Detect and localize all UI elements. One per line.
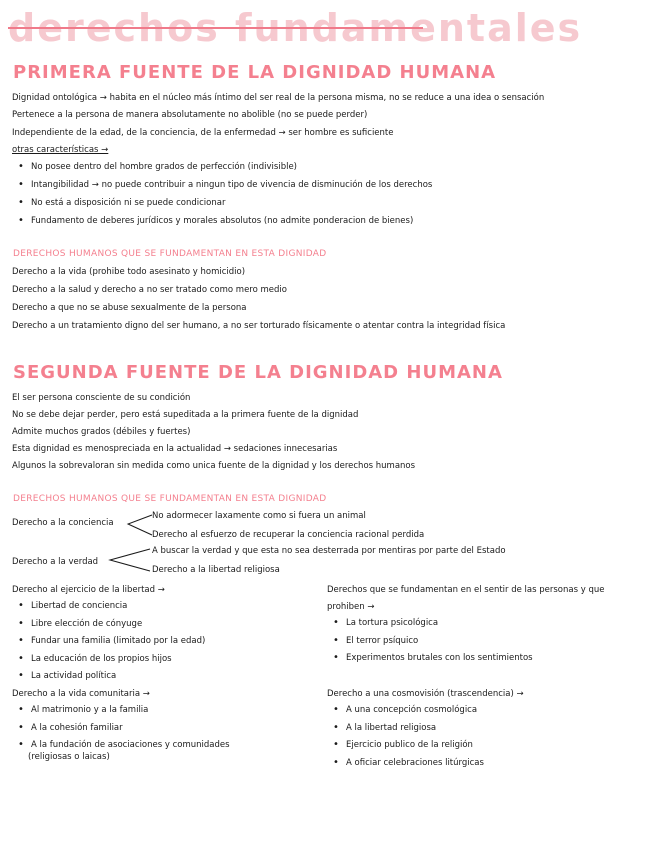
section2-rights-heading: DERECHOS HUMANOS QUE SE FUNDAMENTAN EN ESTA DIGNIDAD — [13, 494, 327, 504]
title-strikethrough — [8, 27, 423, 29]
characteristics-list — [14, 161, 432, 227]
right-item: Derecho a la vida (prohibe todo asesinato y homicidio) — [12, 267, 246, 277]
list-item: • Fundar una familia (limitado por la edad) — [14, 635, 205, 647]
comunitaria-continuation: (religiosas o laicas) — [28, 752, 110, 762]
section1-line: Independiente de la edad, de la conciencia, de la enfermedad → ser hombre es suficiente — [12, 128, 394, 138]
verdad-branch: Derecho a la libertad religiosa — [152, 565, 280, 575]
list-item: • A la libertad religiosa — [329, 722, 484, 734]
list-item: • A una concepción cosmológica — [329, 704, 484, 716]
list-item: • Experimentos brutales con los sentimientos — [329, 652, 533, 664]
section1-line: Pertenece a la persona de manera absolutamente no abolible (no se puede perder) — [12, 110, 368, 120]
sentir-label-line1: Derechos que se fundamentan en el sentir de las personas y que — [327, 585, 605, 595]
section2-line: Algunos la sobrevaloran sin medida como unica fuente de la dignidad y los derechos humanos — [12, 461, 416, 471]
section1-rights-heading: DERECHOS HUMANOS QUE SE FUNDAMENTAN EN ESTA DIGNIDAD — [13, 249, 327, 259]
conciencia-label: Derecho a la conciencia — [12, 518, 114, 528]
right-item: Derecho a que no se abuse sexualmente de la persona — [12, 303, 247, 313]
right-item: Derecho a un tratamiento digno del ser humano, a no ser torturado físicamente o atentar contra la integridad física — [12, 321, 506, 331]
libertad-label: Derecho al ejercicio de la libertad → — [12, 585, 165, 595]
page-title-block — [8, 6, 648, 54]
other-characteristics-label: otras características → — [12, 145, 109, 155]
verdad-connector — [108, 545, 152, 575]
list-item: • Al matrimonio y a la familia — [14, 704, 230, 716]
section2-heading: SEGUNDA FUENTE DE LA DIGNIDAD HUMANA — [13, 362, 503, 383]
section2-line: Esta dignidad es menospreciada en la actualidad → sedaciones innecesarias — [12, 444, 338, 454]
list-item: • A la fundación de asociaciones y comunidades — [14, 739, 230, 751]
list-item: • A oficiar celebraciones litúrgicas — [329, 757, 484, 769]
comunitaria-list — [14, 704, 230, 751]
list-item: • Ejercicio publico de la religión — [329, 739, 484, 751]
section2-line: El ser persona consciente de su condición — [12, 393, 191, 403]
conciencia-branch: Derecho al esfuerzo de recuperar la conciencia racional perdida — [152, 530, 425, 540]
sentir-label-line2: prohiben → — [327, 602, 375, 612]
section1-line: Dignidad ontológica → habita en el núcleo más íntimo del ser real de la persona misma, no se reduce a una idea o sensación — [12, 93, 545, 103]
list-item: • Fundamento de deberes jurídicos y morales absolutos (no admite ponderacion de bienes) — [14, 215, 432, 227]
list-item: • La educación de los propios hijos — [14, 653, 205, 665]
list-item: • El terror psíquico — [329, 635, 533, 647]
list-item: • La tortura psicológica — [329, 617, 533, 629]
section2-line: No se debe dejar perder, pero está supeditada a la primera fuente de la dignidad — [12, 410, 359, 420]
libertad-list — [14, 600, 205, 682]
list-item: • A la cohesión familiar — [14, 722, 230, 734]
comunitaria-label: Derecho a la vida comunitaria → — [12, 689, 150, 699]
list-item: • Libertad de conciencia — [14, 600, 205, 612]
page-title: derechos fundamentales — [8, 6, 583, 50]
verdad-label: Derecho a la verdad — [12, 557, 99, 567]
cosmovision-label: Derecho a una cosmovisión (trascendencia) → — [327, 689, 524, 699]
section1-heading: PRIMERA FUENTE DE LA DIGNIDAD HUMANA — [13, 62, 497, 83]
list-item: • La actividad política — [14, 670, 205, 682]
right-item: Derecho a la salud y derecho a no ser tratado como mero medio — [12, 285, 287, 295]
list-item: • Intangibilidad → no puede contribuir a ningun tipo de vivencia de disminución de los derechos — [14, 179, 432, 191]
verdad-branch: A buscar la verdad y que esta no sea desterrada por mentiras por parte del Estado — [152, 546, 506, 556]
section2-line: Admite muchos grados (débiles y fuertes) — [12, 427, 191, 437]
cosmovision-list — [329, 704, 484, 769]
list-item: • Libre elección de cónyuge — [14, 618, 205, 630]
list-item: • No posee dentro del hombre grados de perfección (indivisible) — [14, 161, 432, 173]
sentir-list — [329, 617, 533, 664]
conciencia-branch: No adormecer laxamente como si fuera un animal — [152, 511, 366, 521]
list-item: • No está a disposición ni se puede condicionar — [14, 197, 432, 209]
